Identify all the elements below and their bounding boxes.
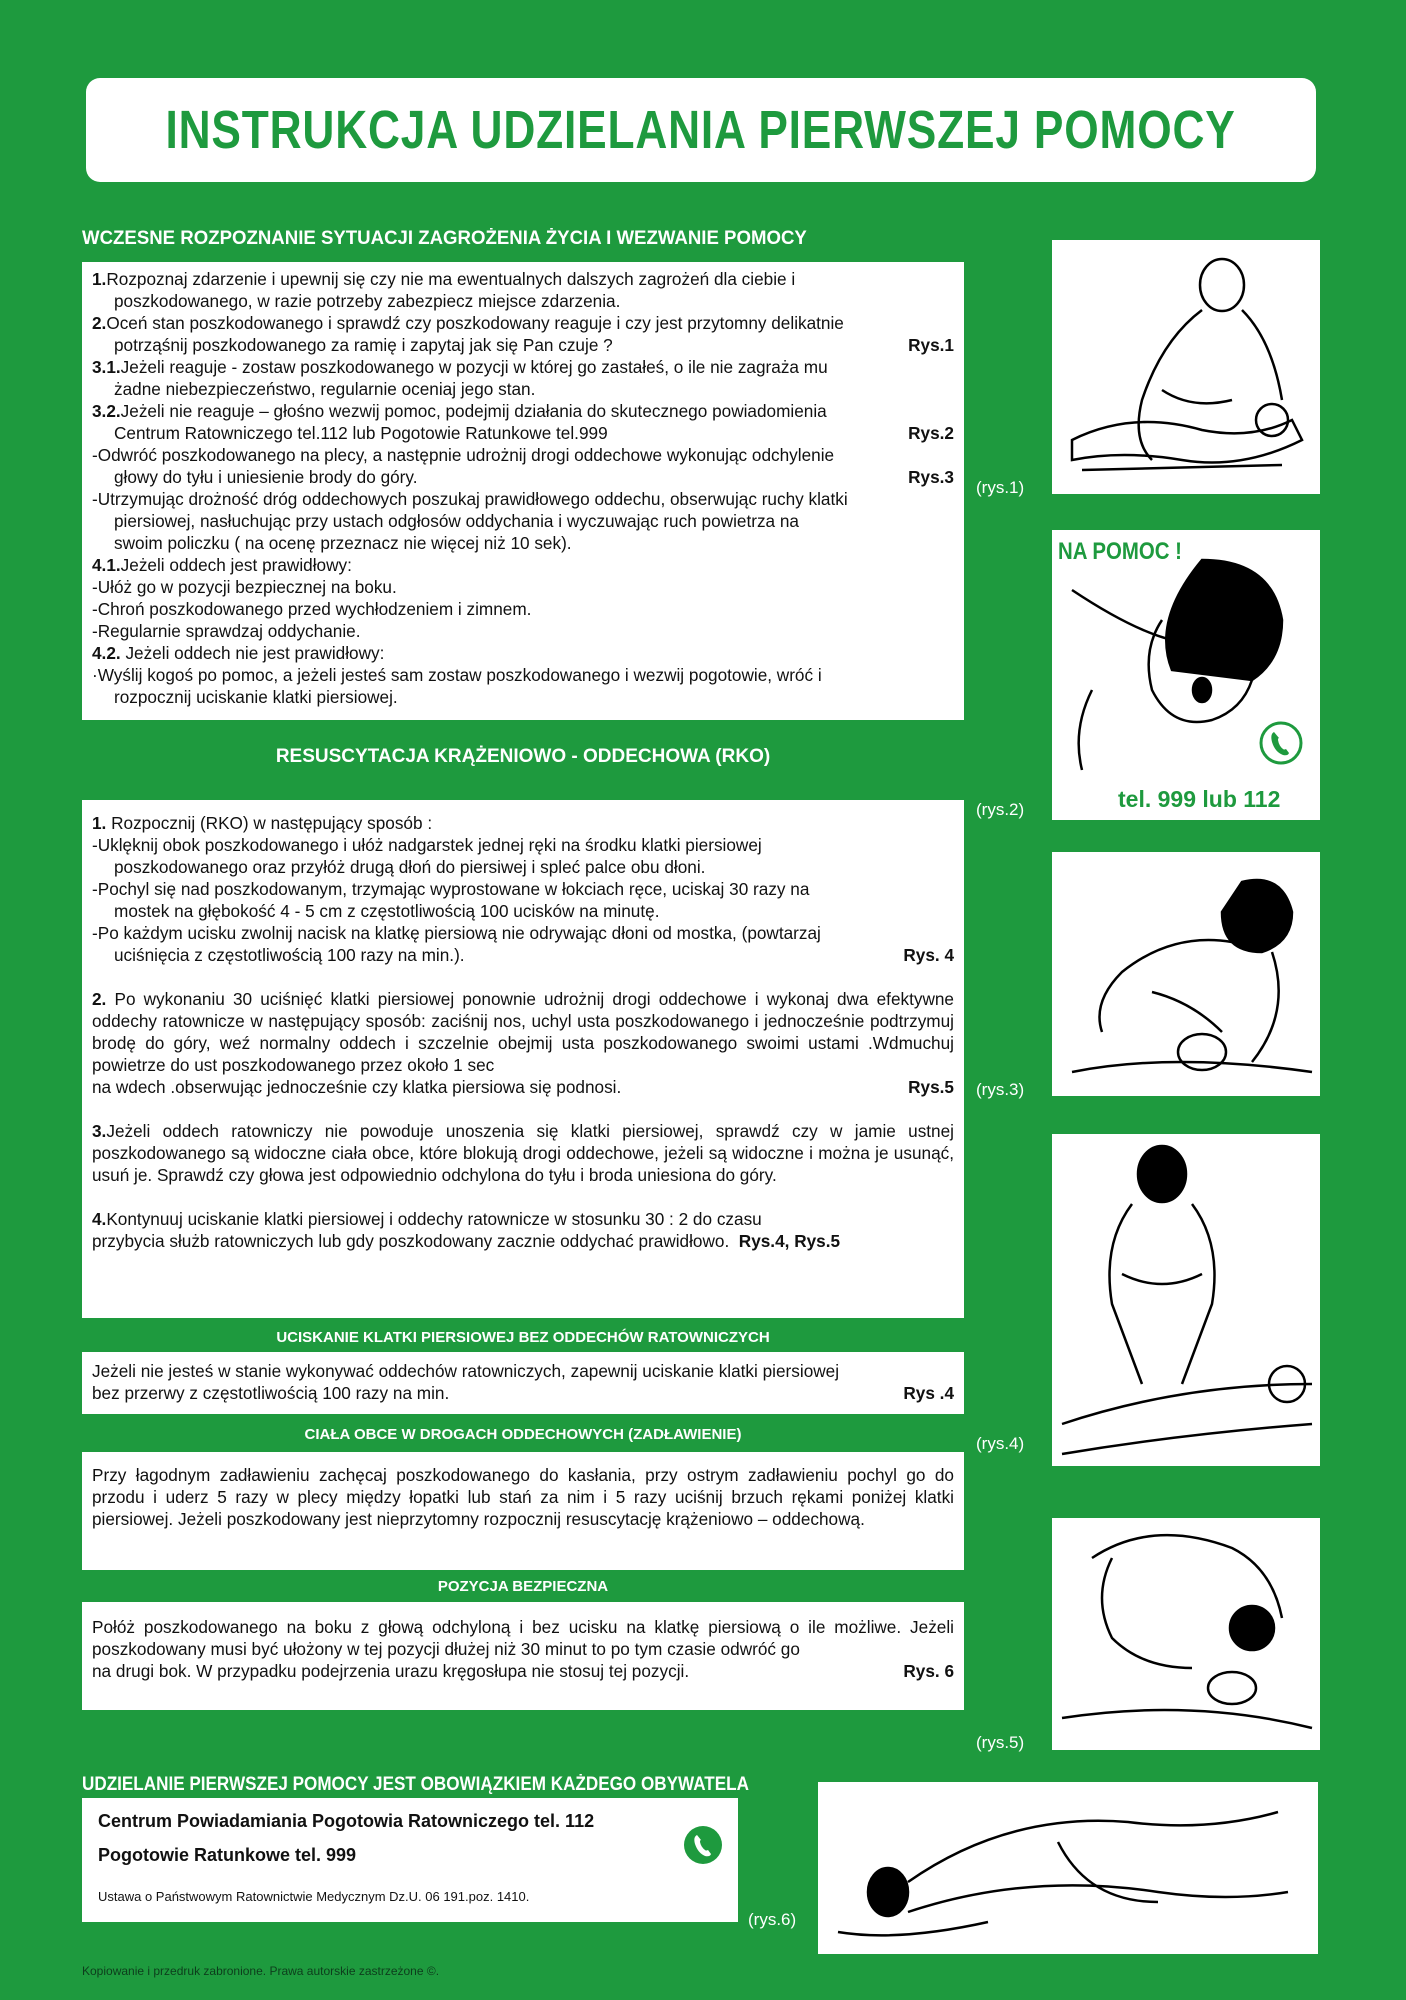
duty-line1: Centrum Powiadamiania Pogotowia Ratowniczego tel. 112 — [98, 1811, 595, 1831]
section1-heading: WCZESNE ROZPOZNANIE SYTUACJI ZAGROŻENIA ŻYCIA I WEZWANIE POMOCY — [82, 228, 807, 249]
text-line — [92, 664, 954, 686]
line-text: Rozpocznij (RKO) w następujący sposób : — [106, 813, 433, 833]
line-text: Rozpoznaj zdarzenie i upewnij się czy nie ma ewentualnych dalszych zagrożeń dla ciebie i — [106, 269, 796, 289]
section2-step4-line1: 4.Kontynuuj uciskanie klatki piersiowej i oddechy ratownicze w stosunku 30 : 2 do czasu — [92, 1209, 762, 1229]
line-text: -Utrzymując drożność dróg oddechowych poszukaj prawidłowego oddechu, obserwując ruchy klatki — [92, 489, 848, 509]
section2-step4-line2: przybycia służb ratowniczych lub gdy poszkodowany zacznie oddychać prawidłowo. Rys.4, Rys.5 — [92, 1231, 841, 1251]
section2-step2: 2. Po wykonaniu 30 uciśnięć klatki piersiowej ponownie udrożnij drogi oddechowe i wykonaj dwa efektywne oddechy ratownicze w następujący sposób: zaciśnij nos, uchyl usta poszkodowanego i jednocześnie podtrzymuj brodę do góry, weź normalny oddech i szczelnie obejmij usta poszkodowanego swoimi ustami .Wdmuchuj powietrze do ust poszkodowanego przez około 1 sec — [92, 989, 954, 1075]
figure-reference: Rys.3 — [908, 467, 954, 487]
text-line — [92, 686, 954, 708]
figure-rys6-image — [818, 1782, 1318, 1954]
section2-heading: RESUSCYTACJA KRĄŻENIOWO - ODDECHOWA (RKO) — [275, 746, 771, 767]
section5-last: na drugi bok. W przypadku podejrzenia urazu kręgosłupa nie stosuj tej pozycji. Rys. 6 — [92, 1661, 954, 1681]
section4-heading: CIAŁA OBCE W DROGACH ODDECHOWYCH (ZADŁAWIENIE) — [304, 1426, 742, 1443]
duty-law: Ustawa o Państwowym Ratownictwie Medycznym Dz.U. 06 191.poz. 1410. — [98, 1889, 530, 1904]
line-text: głowy do tyłu i uniesienie brody do góry. — [114, 467, 418, 487]
line-text: Oceń stan poszkodowanego i sprawdź czy poszkodowany reaguje i czy jest przytomny delikatnie — [106, 313, 844, 333]
section3-panel — [82, 1352, 964, 1414]
section2-panel — [82, 800, 964, 1318]
step-number: 2. — [92, 313, 107, 333]
copyright-footer: Kopiowanie i przedruk zabronione. Prawa autorskie zastrzeżone ©. — [82, 1964, 440, 1978]
line-text: Jeżeli reaguje - zostaw poszkodowanego w pozycji w której go zastałeś, o ile nie zagraża mu — [120, 357, 828, 377]
section4-text: Przy łagodnym zadławieniu zachęcaj poszkodowanego do kasłania, przy ostrym zadławieniu pochyl go do przodu i uderz 5 razy w plecy między łopatki lub stań za nim i 5 razy uciśnij brzuch rękami poniżej klatki piersiowej. Jeżeli poszkodowany jest nieprzytomny rozpocznij resuscytację krążeniowo – oddechową. — [92, 1465, 954, 1529]
step-number: 4.2. — [92, 643, 121, 663]
duty-line2: Pogotowie Ratunkowe tel. 999 — [98, 1845, 357, 1865]
section3-heading: UCISKANIE KLATKI PIERSIOWEJ BEZ ODDECHÓW RATOWNICZYCH — [276, 1329, 770, 1346]
figure-rys3-caption: (rys.3) — [976, 1080, 1025, 1099]
line-text: -Uklęknij obok poszkodowanego i ułóż nadgarstek jednej ręki na środku klatki piersiowej — [92, 835, 762, 855]
text-line — [92, 834, 954, 856]
text-line — [92, 878, 954, 900]
text-line — [92, 312, 954, 334]
line-text: ·Wyślij kogoś po pomoc, a jeżeli jesteś sam zostaw poszkodowanego i wezwij pogotowie, wróć i — [92, 665, 822, 685]
figure-rys5-caption: (rys.5) — [976, 1733, 1025, 1752]
text-line — [92, 922, 954, 944]
section1-lines — [92, 268, 954, 708]
text-line — [92, 532, 954, 554]
text-line — [92, 356, 954, 378]
text-line — [92, 554, 954, 576]
text-line — [92, 466, 954, 488]
figure-reference: Rys. 4 — [903, 945, 954, 965]
text-line — [92, 378, 954, 400]
figure-rys1-caption: (rys.1) — [976, 478, 1025, 497]
page-title: INSTRUKCJA UDZIELANIA PIERWSZEJ POMOCY — [165, 100, 1237, 160]
figure-rys1-image — [1052, 240, 1320, 494]
section2-step2-last: na wdech .obserwując jednocześnie czy klatka piersiowa się podnosi. Rys.5 — [92, 1077, 954, 1097]
section4-panel — [82, 1452, 964, 1570]
line-text: poszkodowanego, w razie potrzeby zabezpiecz miejsce zdarzenia. — [114, 291, 621, 311]
phone-numbers-text: tel. 999 lub 112 — [1118, 786, 1281, 812]
phone-icon — [682, 1824, 724, 1866]
line-text: -Po każdym ucisku zwolnij nacisk na klatkę piersiową nie odrywając dłoni od mostka, (powtarzaj — [92, 923, 821, 943]
text-line — [92, 856, 954, 878]
duty-heading: UDZIELANIE PIERWSZEJ POMOCY JEST OBOWIĄZKIEM KAŻDEGO OBYWATELA — [82, 1774, 749, 1795]
line-text: mostek na głębokość 4 - 5 cm z częstotliwością 100 ucisków na minutę. — [114, 901, 660, 921]
line-text: Jeżeli nie reaguje – głośno wezwij pomoc, podejmij działania do skutecznego powiadomienia — [120, 401, 827, 421]
line-text: -Regularnie sprawdzaj oddychanie. — [92, 621, 361, 641]
phone-icon — [1258, 720, 1304, 766]
line-text: -Odwróć poszkodowanego na plecy, a następnie udrożnij drogi oddechowe wykonując odchylenie — [92, 445, 835, 465]
text-line — [92, 334, 954, 356]
step-number: 3.1. — [92, 357, 121, 377]
line-text: -Chroń poszkodowanego przed wychłodzeniem i zimnem. — [92, 599, 532, 619]
duty-panel — [82, 1798, 738, 1922]
line-text: Centrum Ratowniczego tel.112 lub Pogotowie Ratunkowe tel.999 — [114, 423, 608, 443]
section5-panel — [82, 1602, 964, 1710]
section3-line1: Jeżeli nie jesteś w stanie wykonywać oddechów ratowniczych, zapewnij uciskanie klatki piersiowej — [92, 1361, 840, 1381]
section3-line2: bez przerwy z częstotliwością 100 razy na min. Rys .4 — [92, 1383, 954, 1403]
figure-rys6-caption: (rys.6) — [748, 1910, 797, 1929]
section5-text: Połóż poszkodowanego na boku z głową odchyloną i bez ucisku na klatkę piersiową o ile możliwe. Jeżeli poszkodowany musi być ułożony w tej pozycji dłużej niż 30 minut to po tym czasie odwróć go — [92, 1617, 954, 1659]
text-line — [92, 444, 954, 466]
help-shout-text: NA POMOC ! — [1058, 538, 1182, 565]
text-line — [92, 642, 954, 664]
figure-rys5-image — [1052, 1518, 1320, 1750]
line-text: swoim policzku ( na ocenę przeznacz nie więcej niż 10 sek). — [114, 533, 572, 553]
line-text: żadne niebezpieczeństwo, regularnie oceniaj jego stan. — [114, 379, 536, 399]
line-text: Jeżeli oddech jest prawidłowy: — [120, 555, 352, 575]
figure-rys2-caption: (rys.2) — [976, 800, 1025, 819]
figure-rys2-image — [1052, 530, 1320, 820]
step-number: 3.2. — [92, 401, 121, 421]
line-text: -Pochyl się nad poszkodowanym, trzymając wyprostowane w łokciach ręce, uciskaj 30 razy na — [92, 879, 810, 899]
text-line — [92, 422, 954, 444]
text-line — [92, 510, 954, 532]
figure-reference: Rys.1 — [908, 335, 954, 355]
section2-step1 — [92, 812, 954, 966]
step-number: 4.1. — [92, 555, 121, 575]
step-number: 1. — [92, 813, 107, 833]
text-line — [92, 488, 954, 510]
text-line — [92, 944, 954, 966]
figure-rys4-caption: (rys.4) — [976, 1434, 1025, 1453]
line-text: Jeżeli oddech nie jest prawidłowy: — [120, 643, 385, 663]
text-line — [92, 268, 954, 290]
line-text: poszkodowanego oraz przyłóż drugą dłoń do piersiwej i spleć palce obu dłoni. — [114, 857, 706, 877]
text-line — [92, 576, 954, 598]
text-line — [92, 400, 954, 422]
figure-reference: Rys.2 — [908, 423, 954, 443]
step-number: 1. — [92, 269, 107, 289]
text-line — [92, 812, 954, 834]
text-line — [92, 290, 954, 312]
line-text: rozpocznij uciskanie klatki piersiowej. — [114, 687, 398, 707]
line-text: -Ułóż go w pozycji bezpiecznej na boku. — [92, 577, 397, 597]
section2-step3: 3.Jeżeli oddech ratowniczy nie powoduje unoszenia się klatki piersiowej, sprawdź czy w jamie ustnej poszkodowanego są widoczne ciała obce, które blokują drogi oddechowe, jeżeli są widoczne i można je usunąć, usuń je. Sprawdź czy głowa jest odpowiednio odchylona do tyłu i broda uniesiona do góry. — [92, 1121, 954, 1185]
figure-rys3-image — [1052, 852, 1320, 1096]
text-line — [92, 900, 954, 922]
line-text: uciśnięcia z częstotliwością 100 razy na min.). — [114, 945, 465, 965]
section5-heading: POZYCJA BEZPIECZNA — [437, 1578, 609, 1595]
figure-rys4-image — [1052, 1134, 1320, 1466]
section1-panel — [82, 262, 964, 720]
text-line — [92, 598, 954, 620]
title-banner — [86, 78, 1316, 182]
text-line — [92, 620, 954, 642]
line-text: piersiowej, nasłuchując przy ustach odgłosów oddychania i wyczuwając ruch powietrza na — [114, 511, 799, 531]
line-text: potrząśnij poszkodowanego za ramię i zapytaj jak się Pan czuje ? — [114, 335, 613, 355]
